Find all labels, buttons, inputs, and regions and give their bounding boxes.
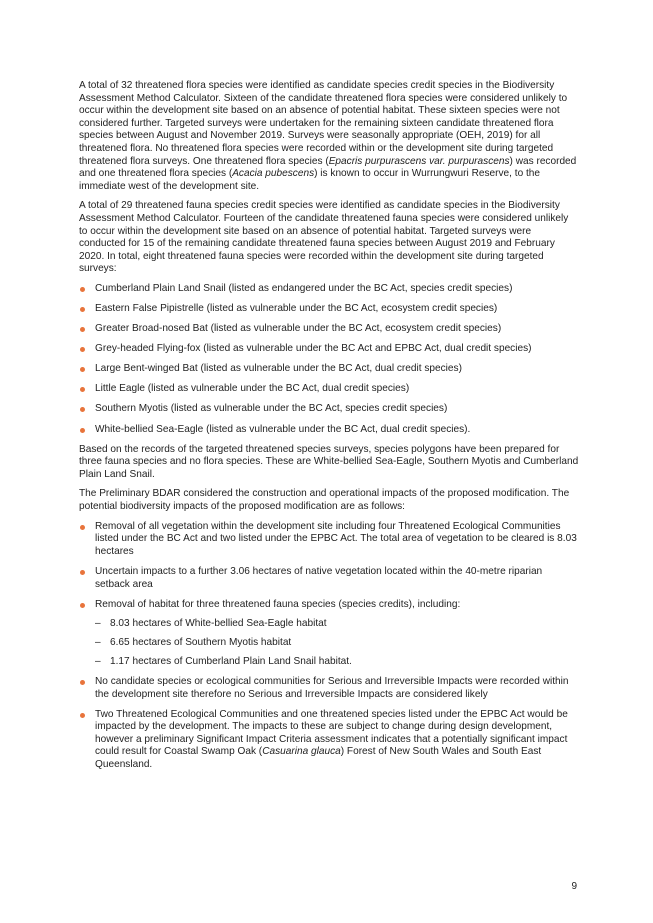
flora-paragraph: A total of 32 threatened flora species were identified as candidate species credit species in the Biodiversity Assessment Method Calculator. Sixteen of the candidate threatened flora species were considered unlikely to occur within the development site based on an absence of potential habitat. These sixteen species were not considered further. Targeted surveys were undertaken for the remaining sixteen candidate threatened flora species between August and November 2019. Surveys were seasonally appropriate (OEH, 2019) for all threatened flora. No threatened flora species were recorded within or the development site during targeted threatened flora surveys. One threatened flora species (Epacris purpurascens var. purpurascens) was recorded and one threatened flora species (Acacia pubescens) is known to occur in Wurrungwuri Reserve, to the immediate west of the development site. xyxy=(79,80,577,192)
page-number: 9 xyxy=(571,881,577,892)
sub-list-item: – 8.03 hectares of White-bellied Sea-Eagle habitat xyxy=(95,618,579,631)
list-item: Greater Broad-nosed Bat (listed as vulnerable under the BC Act, ecosystem credit species) xyxy=(79,323,579,336)
list-item: Two Threatened Ecological Communities and one threatened species listed under the EPBC Act would be impacted by the development. The impacts to these are subject to change during design development, however a preliminary Significant Impact Criteria assessment indicates that a potentially significant impact could result for Coastal Swamp Oak (Casuarina glauca) Forest of New South Wales and South East Queensland. xyxy=(79,709,579,772)
fauna-paragraph: A total of 29 threatened fauna species credit species were identified as candidate species in the Biodiversity Assessment Method Calculator. Fourteen of the candidate threatened fauna species were considered unlikely to occur within the development site based on an absence of potential habitat. Targeted surveys were conducted for 15 of the remaining candidate threatened fauna species between August 2019 and February 2020. In total, eight threatened fauna species were recorded within the development site during targeted surveys: xyxy=(79,200,569,275)
habitat-sublist xyxy=(95,618,579,669)
impacts-list xyxy=(79,521,579,772)
sub-list-item: – 6.65 hectares of Southern Myotis habitat xyxy=(95,637,579,650)
list-item: Southern Myotis (listed as vulnerable under the BC Act, species credit species) xyxy=(79,403,579,416)
fauna-species-list xyxy=(79,283,579,436)
species-name-acacia: Acacia pubescens xyxy=(232,168,315,180)
list-item xyxy=(79,599,579,669)
sub-list-item: – 1.17 hectares of Cumberland Plain Land Snail habitat. xyxy=(95,656,579,669)
list-item: Large Bent-winged Bat (listed as vulnerable under the BC Act, dual credit species) xyxy=(79,363,579,376)
list-item: Removal of all vegetation within the development site including four Threatened Ecological Communities listed under the BC Act and two listed under the EPBC Act. The total area of vegetation to be cleared is 8.03 hectares xyxy=(79,521,579,559)
list-item: White-bellied Sea-Eagle (listed as vulnerable under the BC Act, dual credit species). xyxy=(79,424,579,437)
list-item: Uncertain impacts to a further 3.06 hectares of native vegetation located within the 40-metre riparian setback area xyxy=(79,566,579,591)
list-item: No candidate species or ecological communities for Serious and Irreversible Impacts were recorded within the development site therefore no Serious and Irreversible Impacts are considered likely xyxy=(79,676,579,701)
species-name-epacris: Epacris purpurascens var. purpurascens xyxy=(328,155,510,167)
body-content xyxy=(79,80,579,779)
list-item-text: Removal of habitat for three threatened fauna species (species credits), including: xyxy=(95,598,461,610)
species-polygons-paragraph: Based on the records of the targeted threatened species surveys, species polygons have been prepared for three fauna species and no flora species. These are White-bellied Sea-Eagle, Southern Myotis and Cumberland Plain Land Snail. xyxy=(79,443,579,480)
list-item: Little Eagle (listed as vulnerable under the BC Act, dual credit species) xyxy=(79,383,579,396)
species-name-casuarina: Casuarina glauca xyxy=(262,746,341,758)
list-item: Eastern False Pipistrelle (listed as vulnerable under the BC Act, ecosystem credit species) xyxy=(79,303,579,316)
list-item: Cumberland Plain Land Snail (listed as endangered under the BC Act, species credit species) xyxy=(79,283,579,296)
bdar-paragraph: The Preliminary BDAR considered the construction and operational impacts of the proposed modification. The potential biodiversity impacts of the proposed modification are as follows: xyxy=(79,488,570,513)
list-item: Grey-headed Flying-fox (listed as vulnerable under the BC Act and EPBC Act, dual credit species) xyxy=(79,343,579,356)
